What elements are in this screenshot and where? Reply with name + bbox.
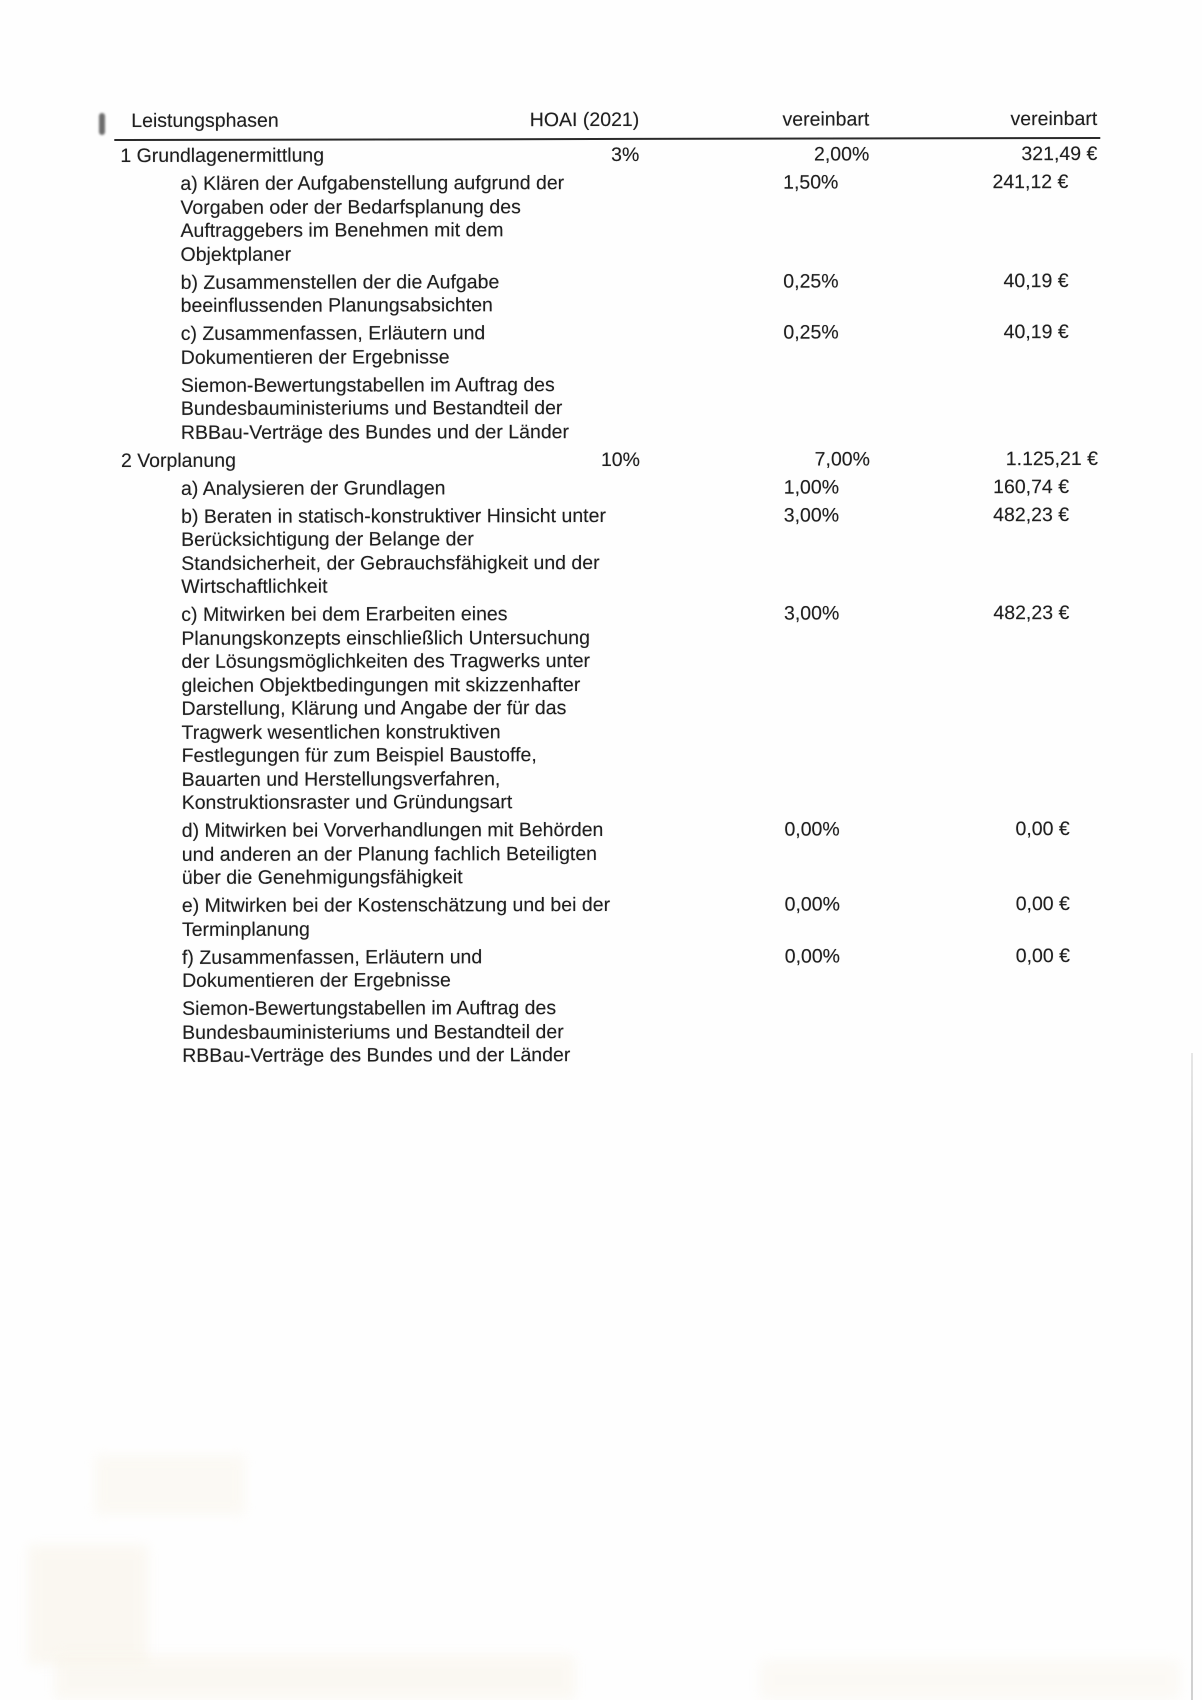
text-line: Berücksichtigung der Belange der xyxy=(181,528,474,552)
text-line: beeinflussenden Planungsabsichten xyxy=(180,294,493,318)
item-row xyxy=(1,321,1202,371)
item-vereinbart-amount: 160,74 € xyxy=(993,475,1070,498)
item-vereinbart-amount: 482,23 € xyxy=(993,503,1070,526)
item-row xyxy=(2,818,1202,891)
text-line: Planungskonzepts einschließlich Untersuchung xyxy=(181,626,591,650)
phase-vereinbart-percent: 2,00% xyxy=(814,143,870,166)
text-line: Auftraggebers im Benehmen mit dem xyxy=(180,219,504,243)
item-vereinbart-percent: 0,25% xyxy=(783,321,839,344)
item-vereinbart-percent: 0,00% xyxy=(784,818,840,841)
text-line: b) Zusammenstellen der die Aufgabe xyxy=(180,270,500,294)
text-line: a) Klären der Aufgabenstellung aufgrund der xyxy=(180,172,565,196)
item-text xyxy=(182,996,1202,1069)
table-body xyxy=(0,143,1202,1069)
text-line: Bundesbauministeriums und Bestandteil der xyxy=(180,397,563,421)
item-vereinbart-amount: 0,00 € xyxy=(1015,893,1070,916)
text-line: c) Zusammenfassen, Erläutern und xyxy=(180,322,486,346)
phase-vereinbart-amount: 321,49 € xyxy=(1021,143,1098,166)
item-text xyxy=(181,602,1202,816)
text-line: Bauarten und Herstellungsverfahren, xyxy=(181,767,501,791)
item-vereinbart-amount: 482,23 € xyxy=(993,602,1070,625)
item-row xyxy=(1,602,1202,816)
item-vereinbart-percent: 0,00% xyxy=(784,893,840,916)
item-row xyxy=(2,944,1202,994)
item-row xyxy=(2,893,1202,943)
scan-stain xyxy=(55,1655,575,1700)
text-line: Tragwerk wesentlichen konstruktiven xyxy=(181,720,501,744)
item-row xyxy=(1,475,1202,501)
phase-label: 1 Grundlagenermittlung xyxy=(120,144,325,168)
item-vereinbart-amount: 40,19 € xyxy=(1003,321,1069,344)
text-line: RBBau-Verträge des Bundes und der Länder xyxy=(180,420,570,444)
note-row xyxy=(1,372,1202,445)
item-vereinbart-percent: 1,50% xyxy=(783,171,839,194)
item-row xyxy=(1,503,1202,600)
text-line: Wirtschaftlichkeit xyxy=(181,575,328,599)
text-line: gleichen Objektbedingungen mit skizzenhafter xyxy=(181,673,581,697)
text-line: Konstruktionsraster und Gründungsart xyxy=(181,791,513,815)
text-line: Vorgaben oder der Bedarfsplanung des xyxy=(180,195,521,219)
scan-stain xyxy=(760,1660,1180,1700)
text-line: Objektplaner xyxy=(180,243,292,266)
column-header-vereinbart-betrag: vereinbart xyxy=(1010,107,1098,131)
item-vereinbart-percent: 0,00% xyxy=(784,945,841,968)
phase-vereinbart-amount: 1.125,21 € xyxy=(1005,447,1098,470)
phase-row xyxy=(1,447,1202,473)
item-vereinbart-percent: 1,00% xyxy=(783,476,840,499)
item-vereinbart-amount: 0,00 € xyxy=(1015,818,1070,841)
text-line: Festlegungen für zum Beispiel Baustoffe, xyxy=(181,744,537,768)
text-line: Bundesbauministeriums und Bestandteil der xyxy=(182,1020,564,1044)
phase-row xyxy=(0,143,1202,169)
note-row xyxy=(2,996,1202,1069)
item-row xyxy=(1,269,1202,319)
text-line: Darstellung, Klärung und Angabe der für das xyxy=(181,697,567,721)
item-vereinbart-percent: 3,00% xyxy=(783,602,840,625)
item-text xyxy=(181,372,1202,445)
text-line: Siemon-Bewertungstabellen im Auftrag des xyxy=(182,997,557,1021)
text-line: c) Mitwirken bei dem Erarbeiten eines xyxy=(181,603,508,627)
item-vereinbart-amount: 40,19 € xyxy=(1003,269,1069,292)
phase-hoai-percent: 3% xyxy=(611,144,640,167)
phase-hoai-percent: 10% xyxy=(600,448,640,471)
phase-vereinbart-percent: 7,00% xyxy=(814,448,870,471)
scan-stain xyxy=(28,1545,148,1665)
item-vereinbart-amount: 241,12 € xyxy=(992,171,1069,194)
text-line: RBBau-Verträge des Bundes und der Länder xyxy=(182,1044,571,1068)
text-line: e) Mitwirken bei der Kostenschätzung und bei der xyxy=(181,894,611,918)
column-header-leistungsphasen: Leistungsphasen xyxy=(131,109,279,132)
item-vereinbart-percent: 3,00% xyxy=(783,504,840,527)
scan-stain xyxy=(95,1455,245,1515)
text-line: Terminplanung xyxy=(181,918,310,941)
text-line: Dokumentieren der Ergebnisse xyxy=(182,969,451,993)
text-line: b) Beraten in statisch-konstruktiver Hinsicht unter xyxy=(181,504,606,528)
table-header-row xyxy=(0,108,1202,134)
scan-speckle xyxy=(99,113,105,135)
text-line: der Lösungsmöglichkeiten des Tragwerks unter xyxy=(181,650,591,674)
text-line: Standsicherheit, der Gebrauchsfähigkeit und der xyxy=(181,551,600,575)
text-line: f) Zusammenfassen, Erläutern und xyxy=(181,945,483,969)
text-line: über die Genehmigungsfähigkeit xyxy=(181,866,463,890)
column-header-hoai-2021: HOAI (2021) xyxy=(529,108,640,132)
text-line: a) Analysieren der Grundlagen xyxy=(180,477,446,500)
item-vereinbart-percent: 0,25% xyxy=(783,270,839,293)
item-vereinbart-amount: 0,00 € xyxy=(1015,944,1071,967)
text-line: d) Mitwirken bei Vorverhandlungen mit Behörden xyxy=(181,819,604,843)
phase-label: 2 Vorplanung xyxy=(120,449,236,472)
item-row xyxy=(0,171,1202,268)
scan-fold-line xyxy=(1191,1053,1193,1700)
text-line: Siemon-Bewertungstabellen im Auftrag des xyxy=(180,373,555,397)
column-header-vereinbart-prozent: vereinbart xyxy=(782,108,870,131)
header-underline xyxy=(114,136,1100,140)
text-line: und anderen an der Planung fachlich Beteiligten xyxy=(181,842,598,866)
text-line: Dokumentieren der Ergebnisse xyxy=(180,346,450,369)
